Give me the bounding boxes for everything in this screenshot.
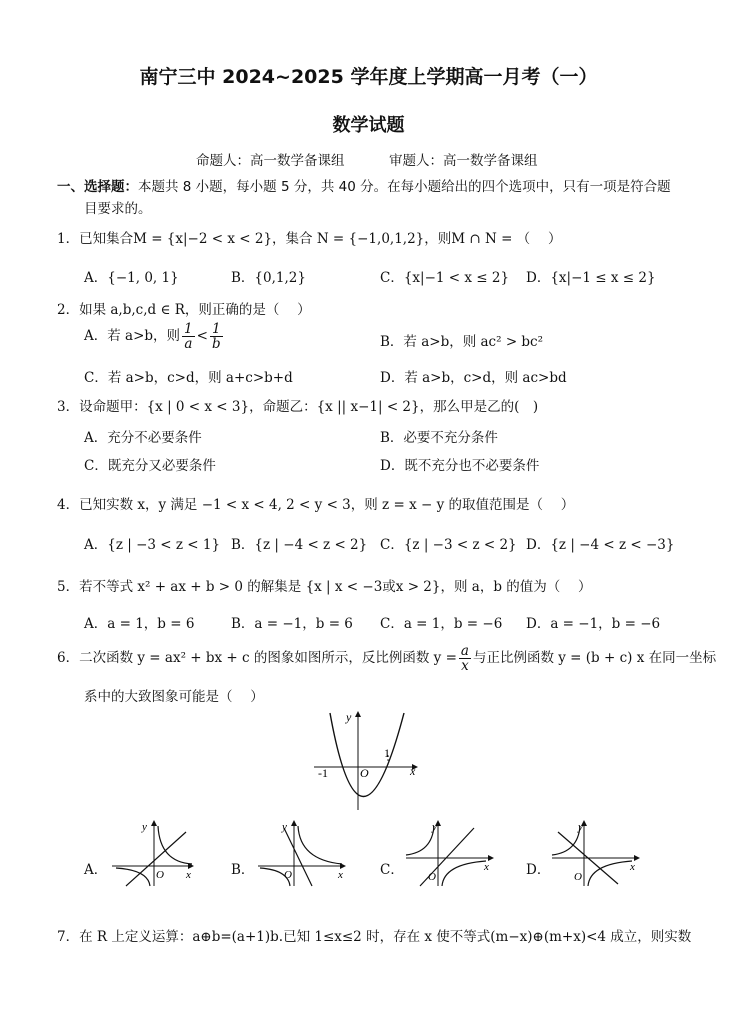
q6-option-c-graph: [402, 818, 498, 888]
q6-option-d-graph: [548, 818, 644, 888]
q5-option-c: C．a = 1，b = −6: [380, 616, 503, 632]
section-1-intro-line2: 目要求的。: [84, 201, 152, 217]
q5-option-a: A．a = 1，b = 6: [84, 616, 195, 632]
page-title: 南宁三中 2024~2025 学年度上学期高一月考（一）: [139, 66, 598, 88]
q7-stem: 7．在 R 上定义运算：a⊕b=(a+1)b.已知 1≤x≤2 时，存在 x 使不等式(m−x)⊕(m+x)<4 成立，则实数: [57, 929, 692, 945]
q3-option-b: B．必要不充分条件: [380, 430, 498, 446]
frac-denominator: b: [211, 336, 221, 352]
x-label: x: [186, 869, 191, 881]
x-label: x: [484, 861, 489, 873]
q4-option-b: B．{z | −4 < z < 2}: [231, 537, 368, 553]
q4-option-d: D．{z | −4 < z < −3}: [526, 537, 675, 553]
hyperbola-branch: [588, 861, 632, 886]
frac-numerator: 1: [210, 322, 223, 337]
q1-stem: 1．已知集合M = {x|−2 < x < 2}，集合 N = {−1,0,1,2}，则M ∩ N = （ ）: [57, 231, 562, 247]
q2-option-a: [84, 322, 225, 351]
section-1-label: 一、选择题：: [57, 179, 138, 195]
hyperbola-branch: [298, 826, 342, 864]
q6-stem-line2: 系中的大致图象可能是（ ）: [84, 689, 264, 705]
hyperbola-branch: [116, 868, 150, 886]
q4-option-c: C．{z | −3 < z < 2}: [380, 537, 517, 553]
y-label: y: [142, 821, 147, 833]
q6-parabola-figure: [308, 705, 428, 815]
q3-option-c: C．既充分又必要条件: [84, 458, 216, 474]
frac-numerator: 1: [184, 321, 193, 337]
q2-frac-1a: [182, 322, 195, 351]
y-label: y: [282, 821, 287, 833]
q1-option-b: B．{0,1,2}: [231, 270, 306, 286]
y-label: y: [432, 821, 437, 833]
q6-option-a-graph: [108, 818, 196, 888]
hyperbola-branch: [442, 861, 486, 886]
q3-option-d: D．既不充分也不必要条件: [380, 458, 540, 474]
origin-label: O: [428, 871, 436, 883]
q6-option-b-label: B．: [231, 862, 255, 878]
frac-denominator: x: [461, 658, 469, 674]
parabola-curve: [330, 713, 404, 797]
q2-option-b: B．若 a>b，则 ac² > bc²: [380, 334, 544, 350]
y-label: y: [578, 821, 583, 833]
setter-line: 命题人：高一数学备课组: [196, 153, 345, 169]
q2-stem: 2．如果 a,b,c,d ∈ R，则正确的是（ ）: [57, 302, 311, 318]
neg-one-label: -1: [318, 766, 328, 780]
reviewer-line: 审题人：高一数学备课组: [389, 153, 538, 169]
frac-numerator: a: [460, 643, 469, 659]
q6-option-b-graph: [254, 818, 350, 888]
q3-stem: 3．设命题甲：{x | 0 < x < 3}，命题乙：{x || x−1| < 2}，那么甲是乙的( ): [57, 399, 539, 415]
hyperbola-branch: [158, 826, 192, 864]
q1-option-c: C．{x|−1 < x ≤ 2}: [380, 270, 510, 286]
x-label: x: [630, 861, 635, 873]
q4-option-a: A．{z | −3 < z < 1}: [84, 537, 221, 553]
q6-frac-a-over-x: [459, 644, 471, 673]
q5-option-d: D．a = −1，b = −6: [526, 616, 661, 632]
section-1-text: 本题共 8 小题，每小题 5 分，共 40 分。在每小题给出的四个选项中，只有一项是符合题: [138, 179, 671, 195]
q3-option-a: A．充分不必要条件: [84, 430, 202, 446]
section-1-intro: [57, 175, 671, 195]
frac-denominator: a: [184, 336, 193, 352]
q1-option-a: A．{−1, 0, 1}: [84, 270, 179, 286]
q6-option-d-label: D．: [526, 862, 551, 878]
q2-option-d: D．若 a>b，c>d，则 ac>bd: [380, 370, 567, 386]
hyperbola-branch: [406, 826, 434, 855]
q6-option-a-label: A．: [84, 862, 108, 878]
origin-label: O: [360, 766, 369, 780]
q2-option-a-text: A．若 a>b，则: [84, 328, 181, 344]
x-label: x: [410, 764, 416, 778]
q1-option-d: D．{x|−1 ≤ x ≤ 2}: [526, 270, 656, 286]
hyperbola-branch: [552, 826, 580, 855]
q2-frac-1b: [210, 322, 223, 351]
q6-stem: [57, 644, 716, 673]
page-subtitle: 数学试题: [332, 115, 405, 136]
origin-label: O: [156, 869, 164, 881]
y-label: y: [346, 710, 352, 724]
q6-stem-pre: 6．二次函数 y = ax² + bx + c 的图象如图所示，反比例函数 y =: [57, 650, 457, 666]
x-label: x: [338, 869, 343, 881]
one-label: 1: [384, 746, 390, 760]
origin-label: O: [574, 871, 582, 883]
q6-stem-post: 与正比例函数 y = (b + c) x 在同一坐标: [472, 650, 717, 666]
q2-option-c: C．若 a>b，c>d，则 a+c>b+d: [84, 370, 293, 386]
y-axis-arrow: [355, 711, 361, 717]
q4-stem: 4．已知实数 x，y 满足 −1 < x < 4, 2 < y < 3，则 z = x − y 的取值范围是（ ）: [57, 497, 575, 513]
q5-stem: 5．若不等式 x² + ax + b > 0 的解集是 {x | x < −3或x > 2}，则 a，b 的值为（ ）: [57, 579, 592, 595]
q6-option-c-label: C．: [380, 862, 404, 878]
origin-label: O: [284, 869, 292, 881]
q5-option-b: B．a = −1，b = 6: [231, 616, 353, 632]
q2-less-than: <: [196, 328, 208, 344]
